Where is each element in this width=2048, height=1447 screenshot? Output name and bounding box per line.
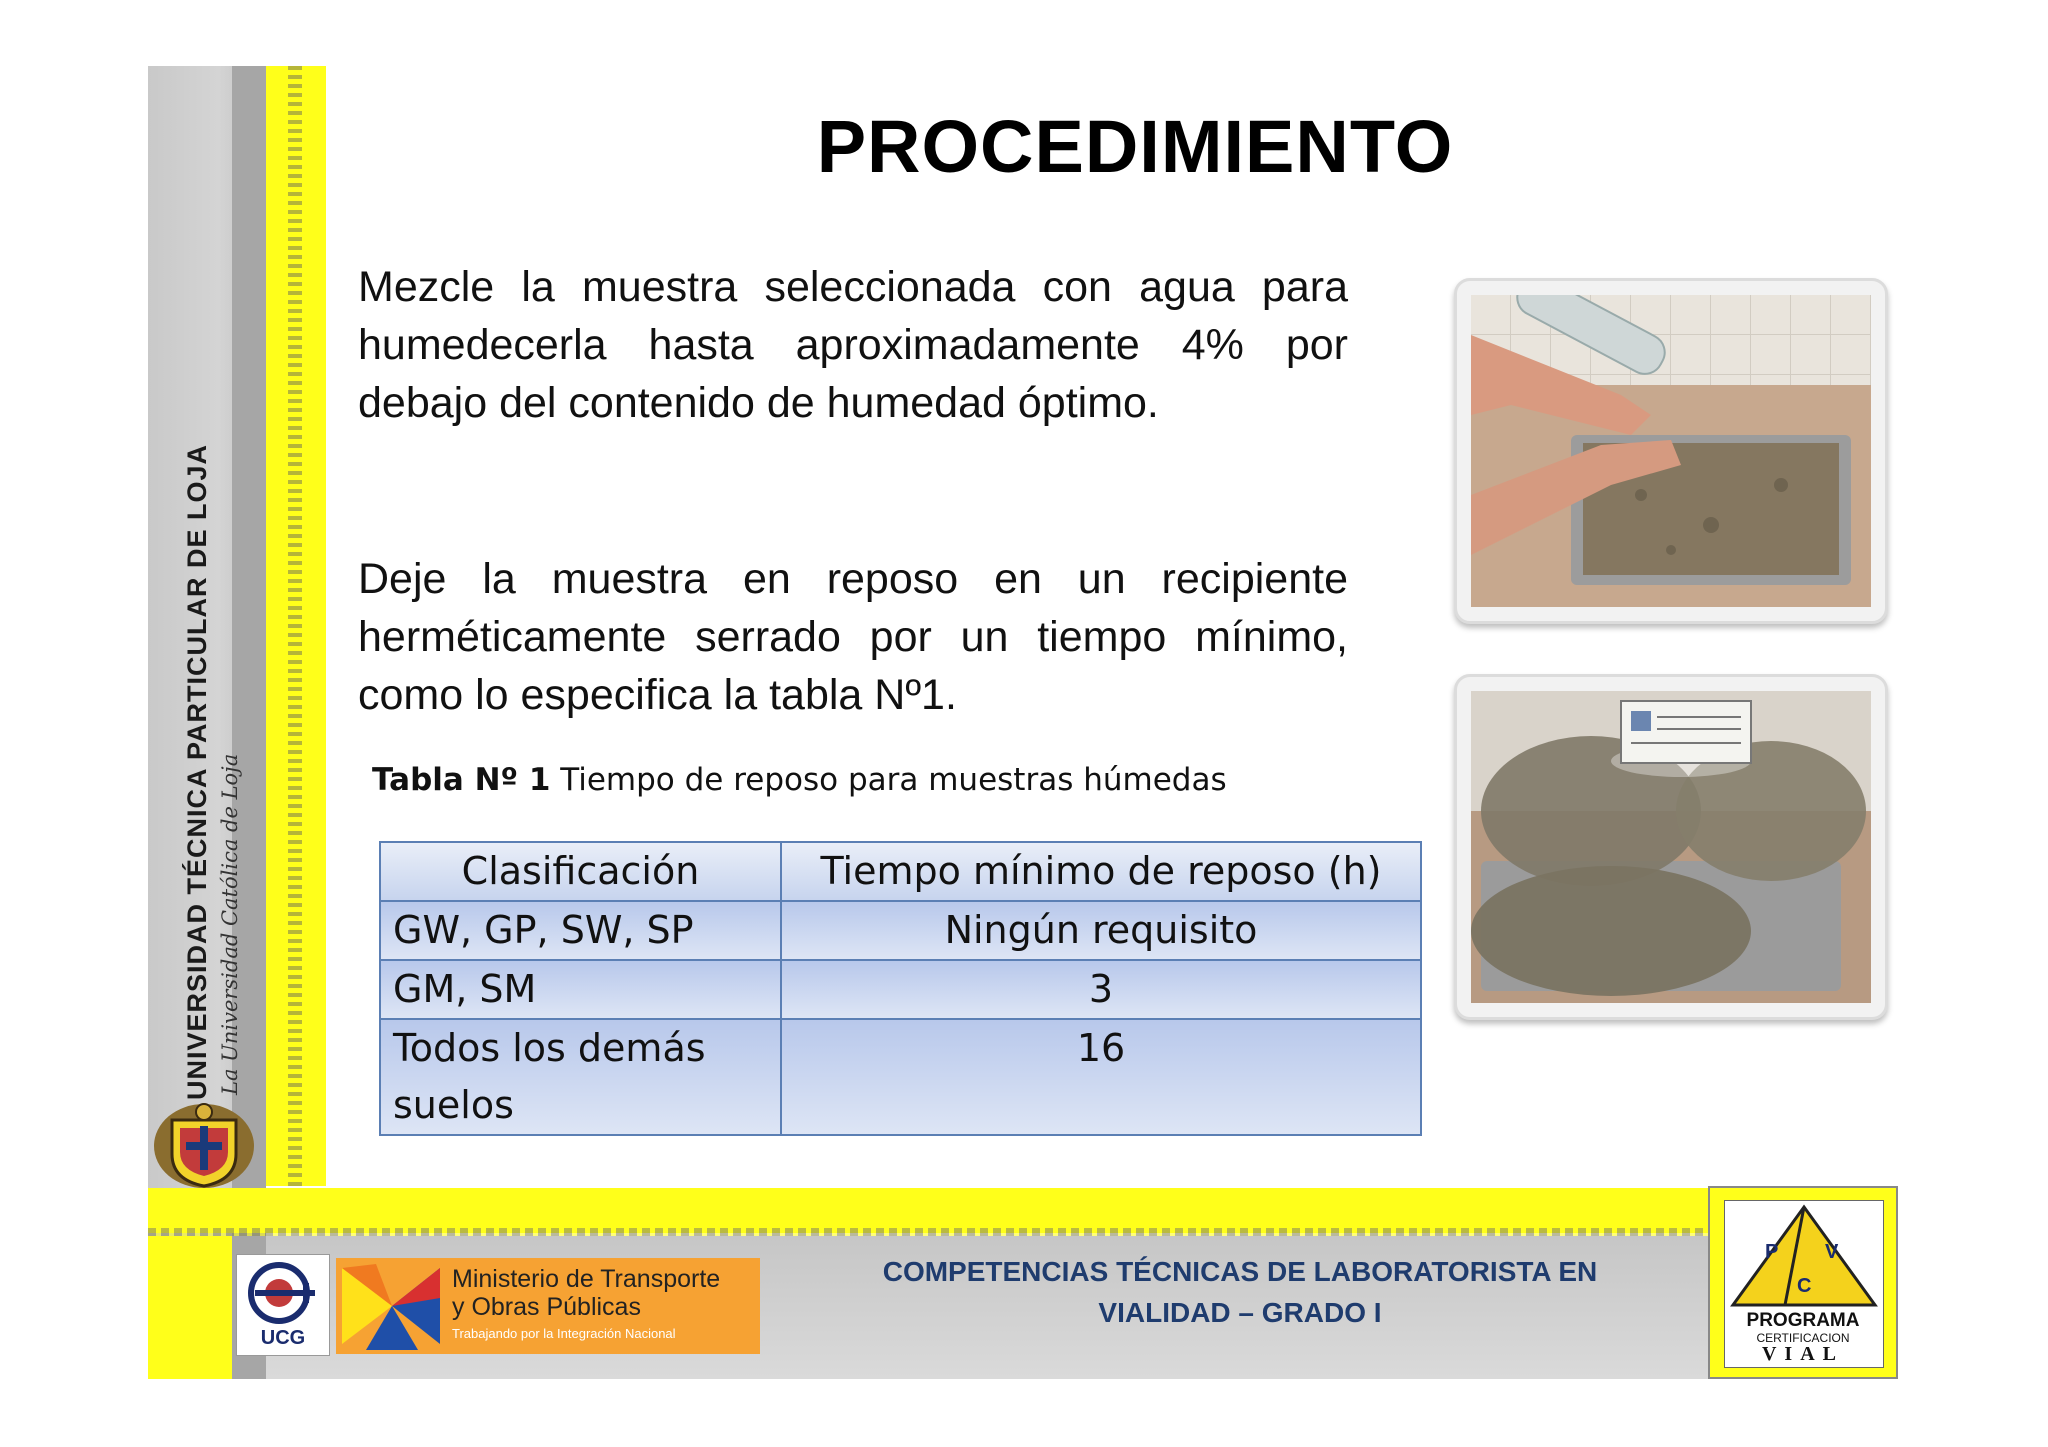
table-cell: Ningún requisito — [781, 901, 1421, 960]
pcv-letter-v: V — [1825, 1241, 1839, 1263]
table-header-row — [380, 842, 1421, 901]
table-cell: GW, GP, SW, SP — [380, 901, 781, 960]
ministry-emblem-icon — [336, 1258, 446, 1354]
ministry-name-line2: y Obras Públicas — [452, 1293, 641, 1321]
university-name: UNIVERSIDAD TÉCNICA PARTICULAR DE LOJA — [182, 443, 212, 1100]
footer-yellow-corner — [148, 1236, 232, 1379]
pcv-letter-c: C — [1797, 1275, 1812, 1297]
table-row — [380, 1019, 1421, 1135]
course-title-line1: COMPETENCIAS TÉCNICAS DE LABORATORISTA EN — [882, 1256, 1598, 1287]
ministry-tagline: Trabajando por la Integración Nacional — [452, 1326, 676, 1341]
sidebar-yellow-strip — [266, 66, 326, 1186]
photo-mixing-sample — [1454, 278, 1888, 624]
table-cell: 16 — [781, 1019, 1421, 1135]
table-row — [380, 960, 1421, 1019]
photo-sealed-samples — [1454, 674, 1888, 1020]
photo-mixing-sample-image — [1471, 295, 1871, 607]
pcv-letter-p: P — [1765, 1241, 1779, 1263]
table-cell: 3 — [781, 960, 1421, 1019]
table-caption-text: Tiempo de reposo para muestras húmedas — [560, 762, 1227, 798]
procedure-paragraph-2: Deje la muestra en reposo en un recipiente herméticamente serrado por un tiempo mínimo, como lo especifica la tabla Nº1. — [358, 555, 1348, 719]
ucg-logo — [236, 1254, 330, 1356]
table-header-cell: Tiempo mínimo de reposo (h) — [781, 842, 1421, 901]
pcv-programa-label: PROGRAMA — [1746, 1310, 1860, 1331]
procedure-paragraph-1: Mezcle la muestra seleccionada con agua para humedecerla hasta aproximadamente 4% por debajo del contenido de humedad óptimo. — [358, 263, 1348, 427]
university-crest-icon — [150, 1098, 258, 1190]
table-header-cell: Clasificación — [380, 842, 781, 901]
table-row — [380, 901, 1421, 960]
table-cell: GM, SM — [380, 960, 781, 1019]
pcv-vial-label: VIAL — [1761, 1343, 1844, 1365]
ucg-label: UCG — [260, 1327, 306, 1349]
course-title-line2: VIALIDAD – GRADO I — [1098, 1297, 1382, 1328]
pcv-certificacion-label: CERTIFICACION — [1756, 1331, 1850, 1345]
ministry-name-line1: Ministerio de Transporte — [452, 1265, 721, 1293]
rest-time-table — [379, 841, 1422, 1136]
table-caption — [372, 762, 1227, 798]
photo-sealed-samples-image — [1471, 691, 1871, 1003]
slide-title: PROCEDIMIENTO — [816, 105, 1454, 188]
table-cell: Todos los demás suelos — [380, 1019, 781, 1135]
footer-dashed-line — [148, 1228, 1708, 1236]
table-caption-number: Tabla Nº 1 — [372, 762, 551, 798]
university-motto: La Universidad Católica de Loja — [218, 753, 242, 1095]
footer-yellow-band — [148, 1188, 1708, 1233]
